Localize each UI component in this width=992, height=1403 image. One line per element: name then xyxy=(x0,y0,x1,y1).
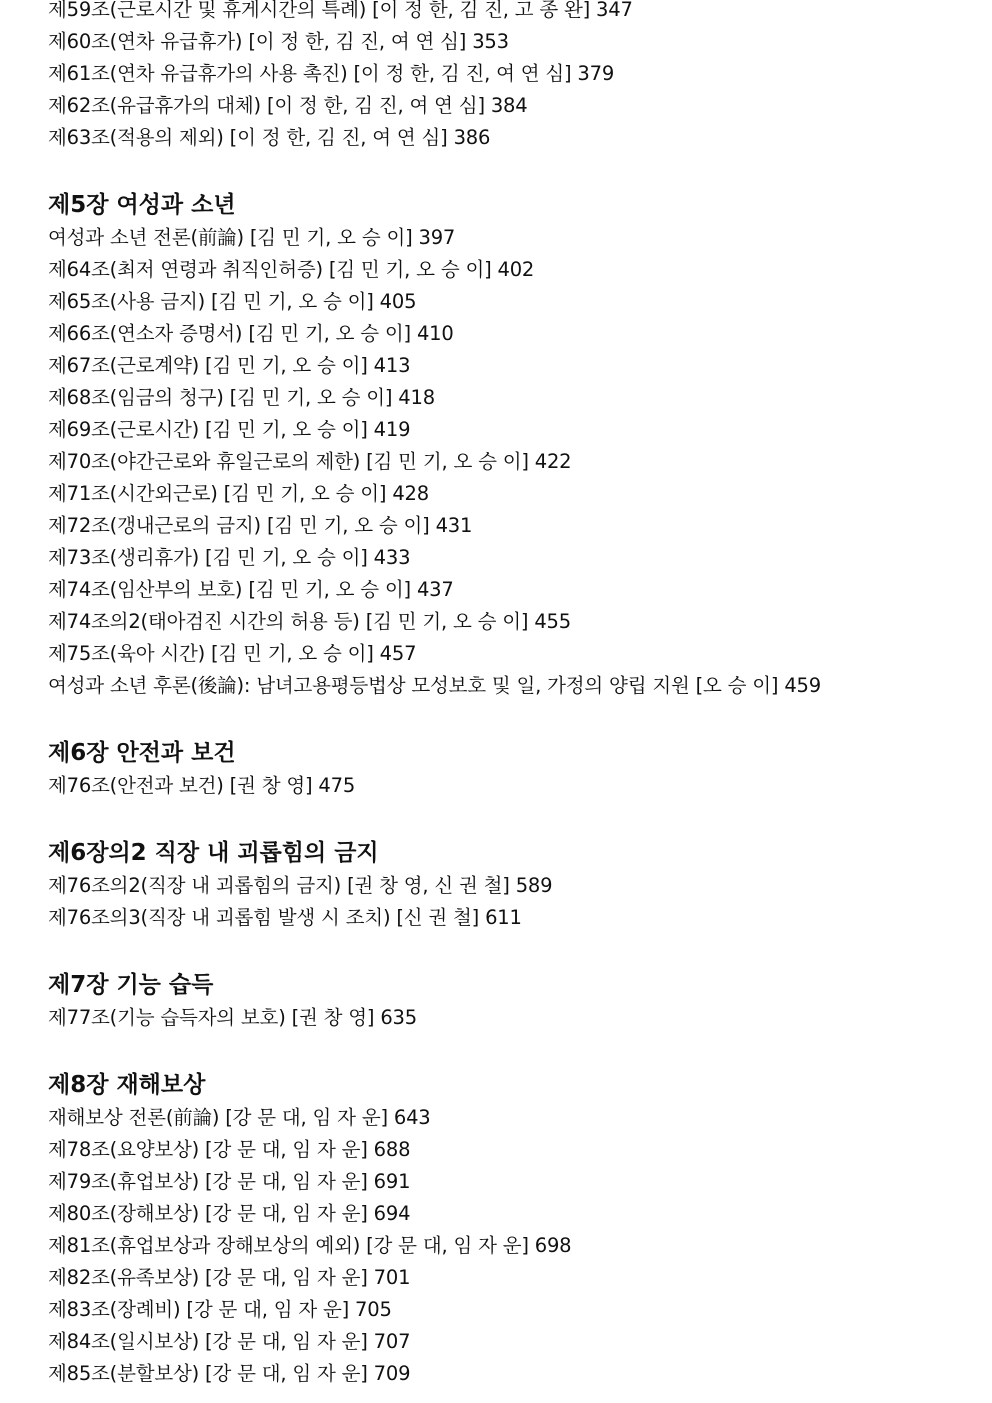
toc-entry: 제76조의2(직장 내 괴롭힘의 금지) [권 창 영, 신 권 철] 589 xyxy=(48,874,553,897)
toc-entry: 제78조(요양보상) [강 문 대, 임 자 운] 688 xyxy=(48,1138,411,1161)
table-of-contents xyxy=(48,0,978,1390)
toc-entry: 제77조(기능 습득자의 보호) [권 창 영] 635 xyxy=(48,1006,417,1029)
toc-entry: 제75조(육아 시간) [김 민 기, 오 승 이] 457 xyxy=(48,642,417,665)
toc-entry: 제79조(휴업보상) [강 문 대, 임 자 운] 691 xyxy=(48,1170,411,1193)
toc-entry: 제81조(휴업보상과 장해보상의 예외) [강 문 대, 임 자 운] 698 xyxy=(48,1234,572,1257)
toc-entry: 제74조의2(태아검진 시간의 허용 등) [김 민 기, 오 승 이] 455 xyxy=(48,610,571,633)
toc-entry: 제66조(연소자 증명서) [김 민 기, 오 승 이] 410 xyxy=(48,322,454,345)
toc-entry: 제72조(갱내근로의 금지) [김 민 기, 오 승 이] 431 xyxy=(48,514,473,537)
chapter-heading: 제7장 기능 습득 xyxy=(48,972,214,998)
toc-entry: 제82조(유족보상) [강 문 대, 임 자 운] 701 xyxy=(48,1266,411,1289)
section-spacer xyxy=(48,702,978,736)
toc-entry: 제73조(생리휴가) [김 민 기, 오 승 이] 433 xyxy=(48,546,411,569)
section-spacer xyxy=(48,802,978,836)
toc-entry: 여성과 소년 후론(後論): 남녀고용평등법상 모성보호 및 일, 가정의 양립 지원 [오 승 이] 459 xyxy=(48,674,821,697)
toc-entry: 제64조(최저 연령과 취직인허증) [김 민 기, 오 승 이] 402 xyxy=(48,258,535,281)
toc-entry: 제61조(연차 유급휴가의 사용 촉진) [이 정 한, 김 진, 여 연 심] 379 xyxy=(48,62,615,85)
toc-entry: 제63조(적용의 제외) [이 정 한, 김 진, 여 연 심] 386 xyxy=(48,126,491,149)
toc-entry: 제76조의3(직장 내 괴롭힘 발생 시 조치) [신 권 철] 611 xyxy=(48,906,522,929)
section-spacer xyxy=(48,1034,978,1068)
section-spacer xyxy=(48,154,978,188)
toc-entry: 재해보상 전론(前論) [강 문 대, 임 자 운] 643 xyxy=(48,1106,431,1129)
toc-entry: 제59조(근로시간 및 휴게시간의 특례) [이 정 한, 김 진, 고 종 완] 347 xyxy=(48,0,633,21)
toc-entry: 여성과 소년 전론(前論) [김 민 기, 오 승 이] 397 xyxy=(48,226,456,249)
toc-entry: 제85조(분할보상) [강 문 대, 임 자 운] 709 xyxy=(48,1362,411,1385)
chapter-heading: 제6장의2 직장 내 괴롭힘의 금지 xyxy=(48,840,379,866)
toc-entry: 제60조(연차 유급휴가) [이 정 한, 김 진, 여 연 심] 353 xyxy=(48,30,509,53)
toc-entry: 제74조(임산부의 보호) [김 민 기, 오 승 이] 437 xyxy=(48,578,454,601)
chapter-heading: 제8장 재해보상 xyxy=(48,1072,206,1098)
toc-entry: 제76조(안전과 보건) [권 창 영] 475 xyxy=(48,774,356,797)
toc-entry: 제84조(일시보상) [강 문 대, 임 자 운] 707 xyxy=(48,1330,411,1353)
toc-entry: 제83조(장례비) [강 문 대, 임 자 운] 705 xyxy=(48,1298,392,1321)
toc-entry: 제68조(임금의 청구) [김 민 기, 오 승 이] 418 xyxy=(48,386,435,409)
toc-entry: 제65조(사용 금지) [김 민 기, 오 승 이] 405 xyxy=(48,290,417,313)
chapter-heading: 제6장 안전과 보건 xyxy=(48,740,236,766)
toc-entry: 제67조(근로계약) [김 민 기, 오 승 이] 413 xyxy=(48,354,411,377)
toc-entry: 제71조(시간외근로) [김 민 기, 오 승 이] 428 xyxy=(48,482,429,505)
toc-entry: 제70조(야간근로와 휴일근로의 제한) [김 민 기, 오 승 이] 422 xyxy=(48,450,572,473)
toc-entry: 제80조(장해보상) [강 문 대, 임 자 운] 694 xyxy=(48,1202,411,1225)
toc-entry: 제62조(유급휴가의 대체) [이 정 한, 김 진, 여 연 심] 384 xyxy=(48,94,528,117)
chapter-heading: 제5장 여성과 소년 xyxy=(48,192,236,218)
toc-entry: 제69조(근로시간) [김 민 기, 오 승 이] 419 xyxy=(48,418,411,441)
section-spacer xyxy=(48,934,978,968)
